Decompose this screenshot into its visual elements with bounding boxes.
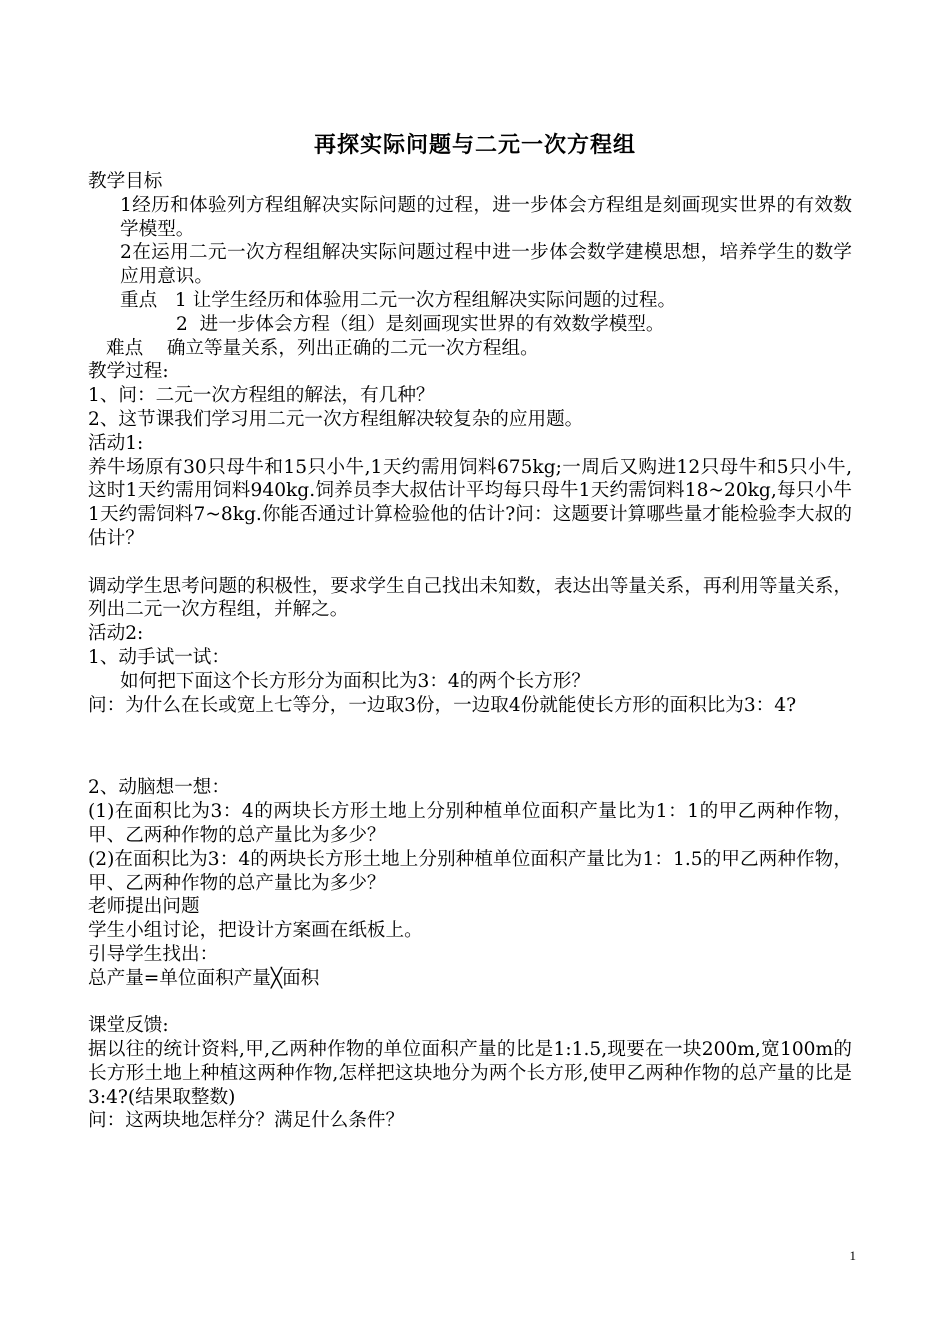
spacer <box>88 551 852 575</box>
think-heading: 2、动脑想一想： <box>88 777 230 799</box>
activity1-heading: 活动1: <box>88 432 144 454</box>
document-title: 再探实际问题与二元一次方程组 <box>313 133 636 158</box>
activity2-heading: 活动2: <box>88 623 144 645</box>
spacer <box>88 991 852 1015</box>
try-task: 如何把下面这个长方形分为面积比为3：4的两个长方形？ <box>120 670 590 692</box>
objective-item-1: 1经历和体验列方程组解决实际问题的过程，进一步体会方程组是刻画现实世界的有效数学模型。 <box>120 194 852 240</box>
feedback-question: 问：这两块地怎样分？满足什么条件？ <box>88 1110 405 1132</box>
process-step-2: 2、这节课我们学习用二元一次方程组解决较复杂的应用题。 <box>88 408 584 430</box>
teacher-note: 老师提出问题 <box>88 896 200 918</box>
feedback-problem: 据以往的统计资料,甲,乙两种作物的单位面积产量的比是1:1.5,现要在一块200m,宽100m的长方形土地上种植这两种作物,怎样把这块地分为两个长方形,使甲乙两种作物的总产量的比是3:4?(结果取整数) <box>88 1039 852 1108</box>
students-note: 学生小组讨论，把设计方案画在纸板上。 <box>88 920 423 942</box>
think-question-1: (1)在面积比为3：4的两块长方形土地上分别种植单位面积产量比为1：1的甲乙两种作物，甲、乙两种作物的总产量比为多少？ <box>88 801 852 846</box>
activity1-problem: 养牛场原有30只母牛和15只小牛,1天约需用饲料675kg;一周后又购进12只母牛和5只小牛,这时1天约需用饲料940kg.饲养员李大叔估计平均每只母牛1天约需饲料18~20kg,每只小牛1天约需饲料7~8kg.你能否通过计算检验他的估计?问：这题要计算哪些量才能检验李大叔的估计？ <box>88 456 852 549</box>
difficulty: 难点 确立等量关系，列出正确的二元一次方程组。 <box>106 337 539 359</box>
key-point-1: 重点 1 让学生经历和体验用二元一次方程组解决实际问题的过程。 <box>120 289 677 311</box>
feedback-heading: 课堂反馈: <box>88 1015 169 1037</box>
try-heading: 1、动手试一试： <box>88 646 230 668</box>
objective-item-2: 2在运用二元一次方程组解决实际问题过程中进一步体会数学建模思想，培养学生的数学应用意识。 <box>120 242 852 288</box>
guide-note: 引导学生找出： <box>88 943 219 965</box>
objectives-heading: 教学目标 <box>88 171 163 192</box>
process-heading: 教学过程: <box>88 361 169 383</box>
activity1-guidance: 调动学生思考问题的积极性，要求学生自己找出未知数，表达出等量关系，再利用等量关系，列出二元一次方程组，并解之。 <box>88 575 852 621</box>
process-step-1: 1、问：二元一次方程组的解法，有几种？ <box>88 385 435 407</box>
think-question-2: (2)在面积比为3：4的两块长方形土地上分别种植单位面积产量比为1：1.5的甲乙两种作物，甲、乙两种作物的总产量比为多少？ <box>88 848 852 894</box>
try-question: 问：为什么在长或宽上七等分，一边取3份，一边取4份就能使长方形的面积比为3：4? <box>88 694 797 716</box>
page-number: 1 <box>849 1248 856 1263</box>
document-body <box>88 170 852 1133</box>
key-point-2: 2 进一步体会方程（组）是刻画现实世界的有效数学模型。 <box>176 313 665 335</box>
formula: 总产量=单位面积产量╳面积 <box>88 967 320 989</box>
spacer <box>88 717 852 776</box>
